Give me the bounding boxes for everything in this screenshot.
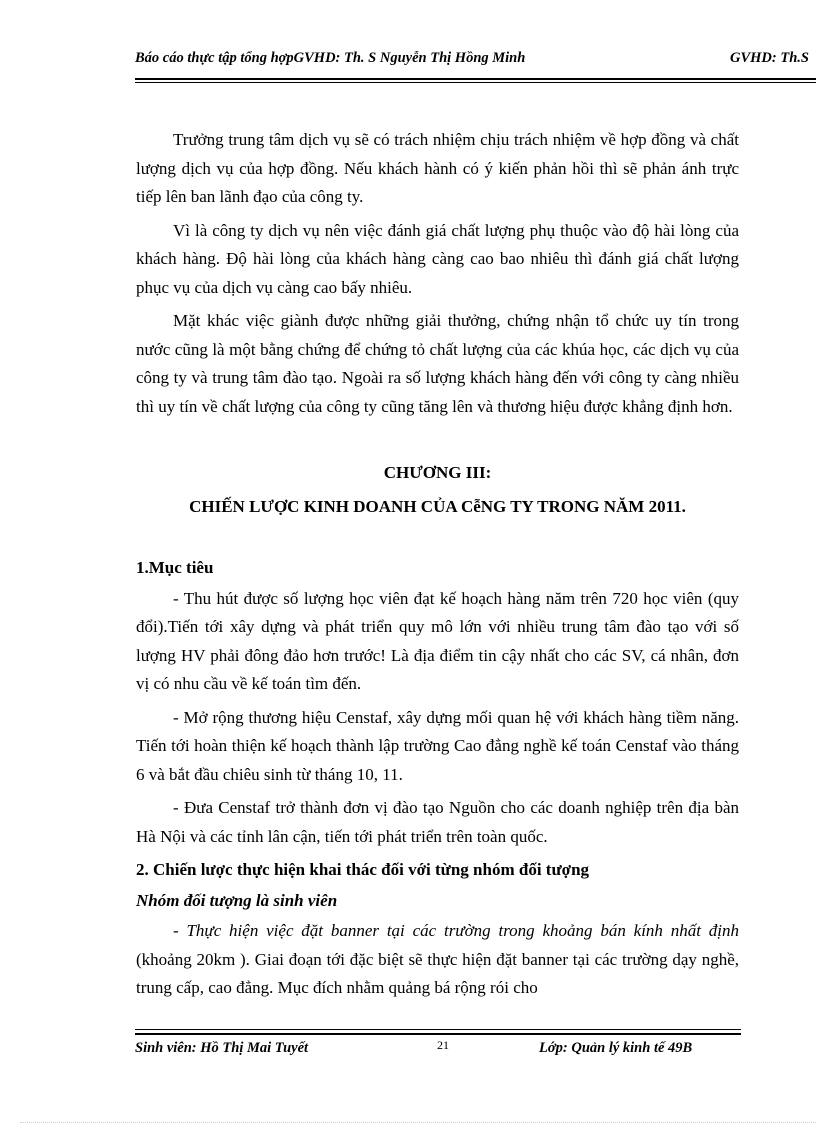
footer-class: Lớp: Quản lý kinh tế 49B — [539, 1040, 693, 1056]
footer-divider-thin — [135, 1029, 741, 1030]
header-report-title: Báo cáo thực tập tổng hợpGVHD: Th. S Nguyễn Thị Hồng Minh — [135, 50, 526, 66]
footer-student-name: Sinh viên: Hồ Thị Mai Tuyết — [135, 1040, 309, 1056]
strategy-item-banner — [136, 917, 739, 1003]
header-supervisor: GVHD: Th.S — [730, 50, 809, 66]
paragraph-customer-satisfaction: Vì là công ty dịch vụ nên việc đánh giá chất lượng phụ thuộc vào độ hài lòng của khách hàng. Độ hài lòng của khách hàng càng cao bao nhiêu thì đánh giá chất lượng phục vụ của dịch vụ càng cao bấy nhiêu. — [136, 220, 739, 297]
header-divider — [135, 78, 816, 80]
page-body — [136, 126, 739, 1008]
paragraph-service-center: Trưởng trung tâm dịch vụ sẽ có trách nhiệm chịu trách nhiệm về hợp đồng và chất lượng dịch vụ của hợp đồng. Nếu khách hành có ý kiến phản hồi thì sẽ phản ánh trực tiếp lên ban lãnh đạo của công ty. — [136, 130, 739, 206]
strategy-item-banner-italic: - Thực hiện việc đặt banner tại các trường trong khoảng bán kính nhất định — [173, 921, 739, 940]
chapter-number: CHƯƠNG III: — [383, 463, 492, 482]
objective-item-2: - Mở rộng thương hiệu Censtaf, xây dựng mối quan hệ với khách hàng tiềm năng. Tiến tới hoàn thiện kế hoạch thành lập trường Cao đẳng nghề kế toán Censtaf vào tháng 6 và bắt đầu chiêu sinh từ tháng 10, 11. — [136, 707, 739, 784]
paragraph-awards: Mặt khác việc giành được những giải thưởng, chứng nhận tổ chức uy tín trong nước cũng là một bằng chứng để chứng tỏ chất lượng của các khúa học, các dịch vụ của công ty và trung tâm đào tạo. Ngoài ra số lượng khách hàng đến với công ty càng nhiều thì uy tín về chất lượng của công ty cũng tăng lên và thương hiệu được khẳng định hơn. — [136, 311, 739, 416]
section-objectives-title: 1.Mục tiêu — [136, 558, 214, 577]
page-number: 21 — [437, 1038, 449, 1052]
chapter-title: CHIẾN LƯỢC KINH DOANH CỦA CễNG TY TRONG NĂM 2011. — [189, 496, 686, 516]
objective-item-3: - Đưa Censtaf trở thành đơn vị đào tạo Nguồn cho các doanh nghiệp trên địa bàn Hà Nội và các tỉnh lân cận, tiến tới phát triển trên toàn quốc. — [136, 798, 739, 846]
subsection-students-title: Nhóm đối tượng là sinh viên — [136, 890, 338, 910]
section-strategy-title: 2. Chiến lược thực hiện khai thác đối với từng nhóm đối tượng — [136, 860, 590, 879]
page-header — [135, 50, 816, 72]
header-divider-thin — [135, 82, 816, 83]
footer-divider — [135, 1033, 741, 1035]
page-footer — [135, 1040, 741, 1062]
strategy-item-banner-rest: (khoảng 20km ). Giai đoạn tới đặc biệt sẽ thực hiện đặt banner tại các trường dạy nghề, trung cấp, cao đẳng. Mục đích nhằm quảng bá rộng rói cho — [136, 949, 739, 997]
objective-item-1: - Thu hút được số lượng học viên đạt kế hoạch hàng năm trên 720 học viên (quy đổi).Tiến tới xây dựng và phát triển quy mô lớn với nhiều trung tâm đào tạo với số lượng HV phải đông đảo hơn trước! Là địa điểm tin cậy nhất cho các SV, cá nhân, đơn vị có nhu cầu về kế toán tìm đến. — [136, 588, 739, 693]
